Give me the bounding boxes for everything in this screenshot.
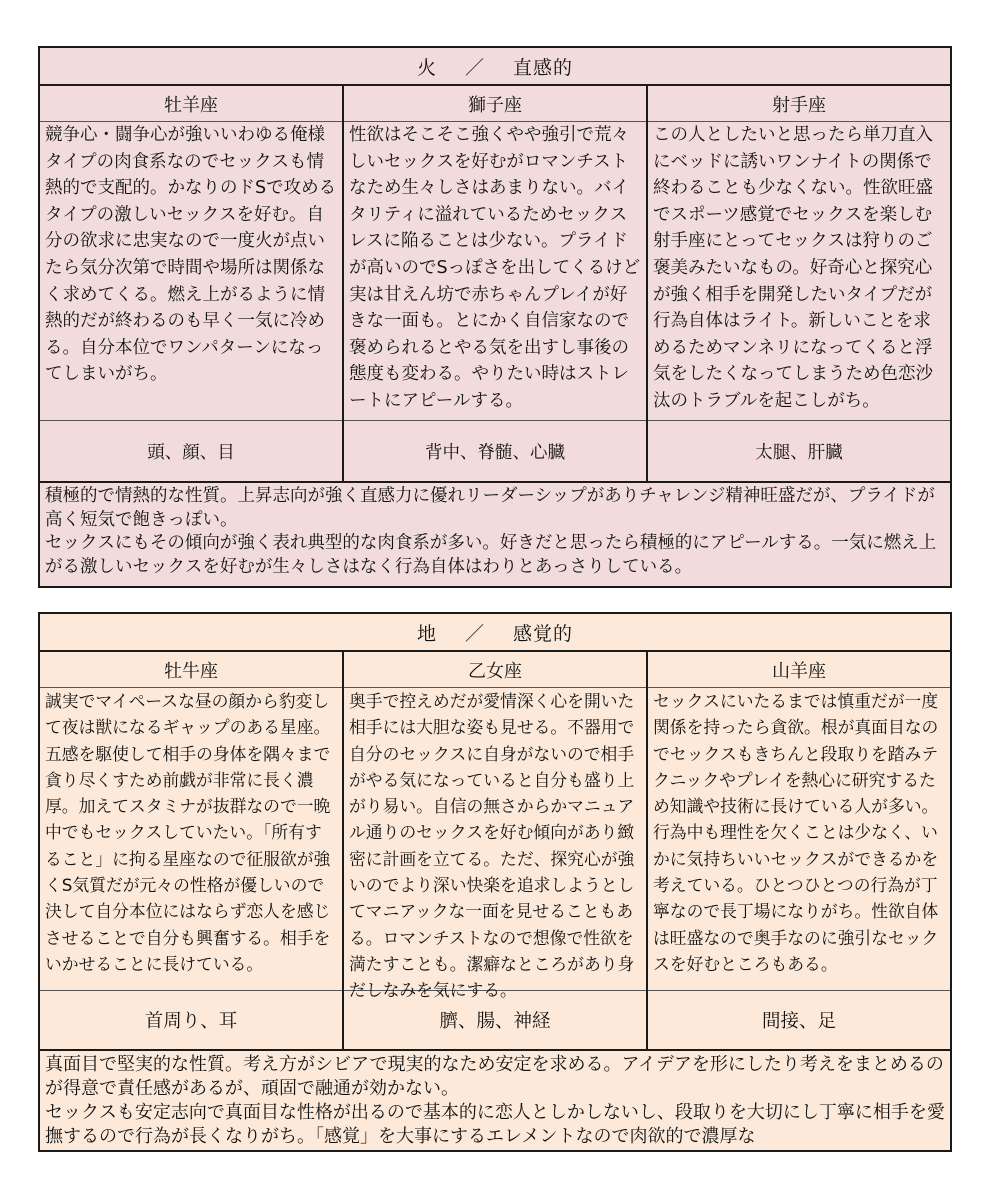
sign-body-parts: 頭、顔、目 (147, 442, 235, 463)
sign-body-parts: 背中、脊髄、心臓 (425, 442, 565, 463)
summary-paragraph: セックスにもその傾向が強く表れ典型的な肉食系が多い。好きだと思ったら積極的にアピールする。一気に燃え上がる激しいセックスを好むが生々しさはなく行為自体はわりとあっさりしている。 (45, 533, 937, 577)
summary-paragraph: 積極的で情熱的な性質。上昇志向が強く直感力に優れリーダーシップがありチャレンジ精神旺盛だが、プライドが高く短気で飽きっぽい。 (45, 486, 935, 530)
sign-description: 性欲はそこそこ強くやや強引で荒々しいセックスを好むがロマンチストなため生々しさはあまりない。バイタリティに溢れているためセックスレスに陥ることは少ない。プライドが高いのでSっぽさを出してくるけど実は甘えん坊で赤ちゃんプレイが好きな一面も。とにかく自信家なので褒められるとやる気を出すし事後の態度も変わる。やりたい時はストレートにアピールする。 (344, 122, 646, 421)
title-separator: ／ (464, 622, 485, 645)
sign-description: 競争心・闘争心が強いいわゆる俺様タイプの肉食系なのでセックスも情熱的で支配的。かなりのドSで攻めるタイプの激しいセックスを好む。自分の欲求に忠実なので一度火が点いたら気分次第で時間や場所は関係なく求めてくる。燃え上がるように情熱的だが終わるのも早く一気に冷める。自分本位でワンパターンになってしまいがち。 (40, 122, 342, 421)
element-summary (40, 481, 950, 581)
sign-name: 射手座 (648, 86, 950, 122)
summary-paragraph: 真面目で堅実的な性質。考え方がシビアで現実的なため安定を求める。アイデアを形にしたり考えをまとめるのが得意で責任感があるが、頑固で融通が効かない。 (45, 1054, 944, 1099)
sign-column-aries (40, 86, 344, 481)
sign-name: 牡羊座 (40, 86, 342, 122)
sign-description: この人としたいと思ったら単刀直入にベッドに誘いワンナイトの関係で終わることも少なくない。性欲旺盛でスポーツ感覚でセックスを楽しむ射手座にとってセックスは狩りのご褒美みたいなもの。好奇心と探究心が強く相手を開発したいタイプだが行為自体はライト。新しいことを求めるためマンネリになってくると浮気をしたくなってしまうため色恋沙汰のトラブルを起こしがち。 (648, 122, 950, 421)
element-trait: 直感的 (513, 56, 574, 79)
element-name: 地 (416, 622, 437, 645)
sign-description: セックスにいたるまでは慎重だが一度関係を持ったら貪欲。根が真面目なのでセックスもきちんと段取りを踏みテクニックやプレイを熱心に研究するため知識や技術に長けている人が多い。行為中も理性を欠くことは少なく、いかに気持ちいいセックスができるかを考えている。ひとつひとつの行為が丁寧なので長丁場になりがち。性欲自体は旺盛なので奥手なのに強引なセックスを好むところもある。 (648, 688, 950, 991)
sign-body-parts: 間接、足 (761, 1011, 836, 1032)
sign-column-leo (344, 86, 648, 481)
sign-name: 山羊座 (648, 652, 950, 688)
sign-column-sagittarius (648, 86, 950, 481)
sign-name: 獅子座 (344, 86, 646, 122)
sign-column-taurus (40, 652, 344, 1049)
sign-body-parts: 臍、腸、神経 (439, 1011, 551, 1032)
sign-body-parts: 太腿、肝臓 (755, 442, 843, 463)
sign-column-capricorn (648, 652, 950, 1049)
earth-element-table (38, 612, 952, 1152)
fire-element-table (38, 46, 952, 588)
sign-description: 奥手で控えめだが愛情深く心を開いた相手には大胆な姿も見せる。不器用で自分のセックスに自身がないので相手がやる気になっていると自分も盛り上がり易い。自信の無さからかマニュアル通りのセックスを好む傾向があり緻密に計画を立てる。ただ、探究心が強いのでより深い快楽を追求しようとしてマニアックな一面を見せることもある。ロマンチストなので想像で性欲を満たすことも。潔癖なところがあり身だしなみを気にする。 (344, 688, 646, 991)
table-title (40, 48, 950, 86)
sign-name: 乙女座 (344, 652, 646, 688)
sign-name: 牡牛座 (40, 652, 342, 688)
sign-description: 誠実でマイペースな昼の顔から豹変して夜は獣になるギャップのある星座。五感を駆使して相手の身体を隅々まで貪り尽くすため前戯が非常に長く濃厚。加えてスタミナが抜群なので一晩中でもセックスしていたい。「所有すること」に拘る星座なので征服欲が強くS気質だが元々の性格が優しいので決して自分本位にはならず恋人を感じさせることで自分も興奮する。相手をいかせることに長けている。 (40, 688, 342, 991)
sign-column-virgo (344, 652, 648, 1049)
element-name: 火 (416, 56, 437, 79)
element-trait: 感覚的 (513, 622, 574, 645)
sign-body-parts: 首周り、耳 (144, 1011, 238, 1032)
table-title (40, 614, 950, 652)
element-summary (40, 1049, 950, 1151)
summary-paragraph: セックスも安定志向で真面目な性格が出るので基本的に恋人としかしないし、段取りを大切にし丁寧に相手を愛撫するので行為が長くなりがち。「感覚」を大事にするエレメントなので肉欲的で濃厚な (45, 1102, 945, 1147)
title-separator: ／ (464, 56, 485, 79)
